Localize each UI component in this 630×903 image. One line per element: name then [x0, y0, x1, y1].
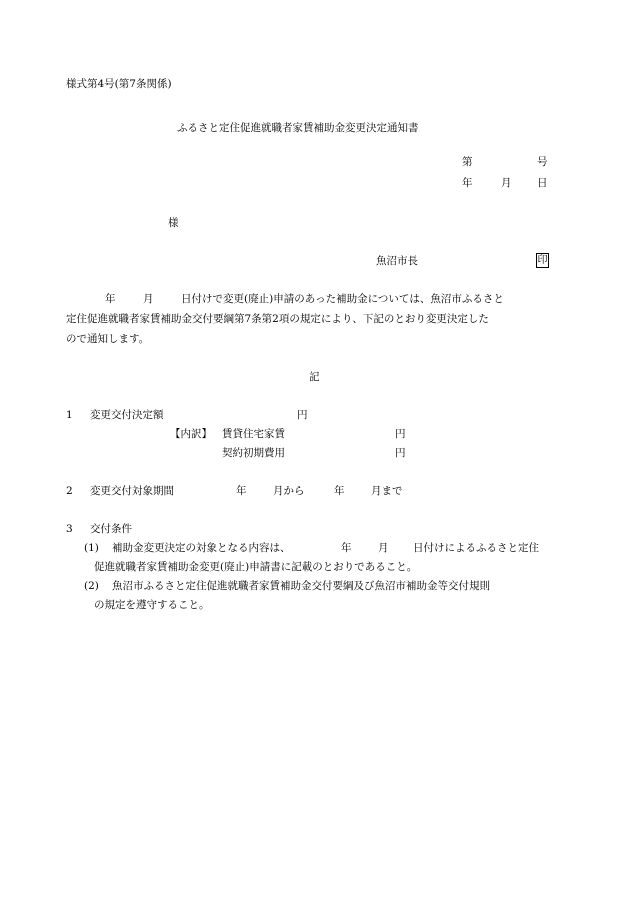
condition1-text-a: 補助金変更決定の対象となる内容は、 — [112, 542, 291, 554]
condition2-line1: 魚沼市ふるさと定住促進就職者家賃補助金交付要綱及び魚沼市補助金等交付規則 — [112, 580, 490, 592]
condition1-number: (1) — [84, 542, 99, 554]
item1-number: 1 — [66, 409, 73, 421]
date-month: 月 — [501, 177, 512, 189]
initial-cost-unit: 円 — [395, 447, 406, 459]
condition1-month: 月 — [378, 542, 389, 554]
form-label: 様式第4号(第7条関係) — [66, 78, 172, 90]
rent-unit: 円 — [395, 428, 406, 440]
condition2-line2: の規定を遵守すること。 — [94, 599, 210, 611]
body-line2: 定住促進就職者家賃補助金交付要綱第7条第2項の規定により、下記のとおり変更決定した — [66, 313, 489, 325]
ki-heading: 記 — [309, 371, 320, 383]
number-prefix: 第 — [462, 156, 473, 168]
item2-number: 2 — [66, 485, 73, 497]
body-month: 月 — [143, 293, 154, 305]
addressee-suffix: 様 — [168, 217, 179, 229]
document-title: ふるさと定住促進就職者家賃補助金変更決定通知書 — [177, 122, 419, 134]
seal-mark: 印 — [537, 255, 548, 266]
condition1-line2: 促進就職者家賃補助金変更(廃止)申請書に記載のとおりであること。 — [94, 561, 418, 573]
body-line1: 日付けで変更(廃止)申請のあった補助金については、魚沼市ふるさと — [181, 293, 504, 305]
body-year: 年 — [105, 293, 116, 305]
period-to-year: 年 — [334, 485, 345, 497]
rent-label: 賃貸住宅家賃 — [222, 428, 285, 440]
period-from-month: 月から — [273, 485, 305, 497]
date-year: 年 — [462, 177, 473, 189]
condition2-number: (2) — [84, 580, 99, 592]
date-day: 日 — [537, 177, 548, 189]
item2-label: 変更交付対象期間 — [90, 485, 174, 497]
condition1-text-b: 日付けによるふるさと定住 — [413, 542, 539, 554]
issuer: 魚沼市長 — [376, 255, 418, 267]
number-suffix: 号 — [537, 156, 548, 168]
body-line3: ので通知します。 — [66, 333, 150, 345]
period-from-year: 年 — [236, 485, 247, 497]
breakdown-label: 【内訳】 — [170, 428, 212, 440]
item3-number: 3 — [66, 523, 73, 535]
item1-label: 変更交付決定額 — [90, 409, 164, 421]
item3-label: 交付条件 — [90, 523, 132, 535]
initial-cost-label: 契約初期費用 — [222, 447, 285, 459]
condition1-year: 年 — [341, 542, 352, 554]
item1-unit: 円 — [297, 409, 308, 421]
period-to-month: 月まで — [371, 485, 403, 497]
